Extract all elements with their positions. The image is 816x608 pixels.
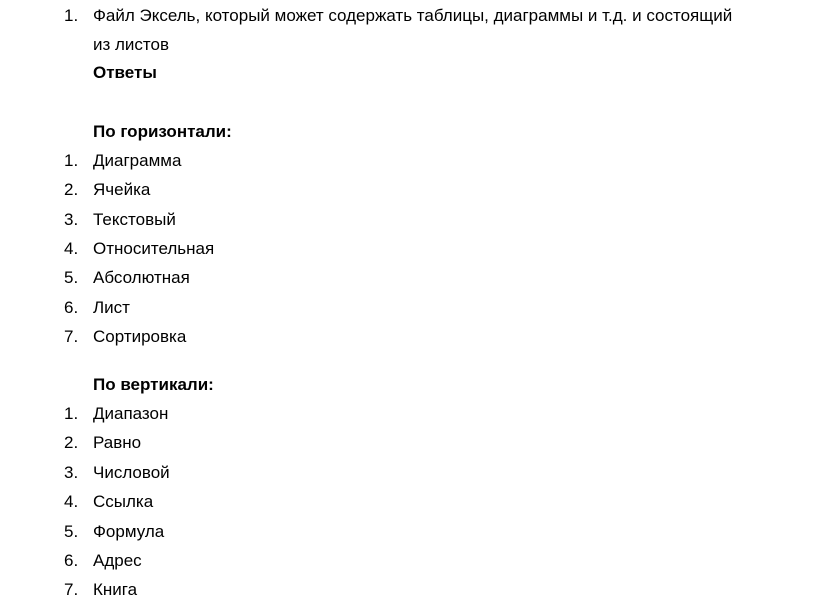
list-item-number: 4. [64,239,79,258]
list-item-number: 5. [64,522,79,541]
list-item-text: Лист [93,298,130,317]
list-item-text: Сортировка [93,327,187,346]
vertical-heading: По вертикали: [93,375,214,394]
intro-number: 1. [64,6,79,25]
list-item-number: 5. [64,268,79,287]
list-item-number: 6. [64,298,79,317]
list-item [64,432,141,454]
intro-line-2: из листов [93,35,170,54]
list-item [64,209,176,231]
list-item-text: Равно [93,433,142,452]
list-item-number: 2. [64,180,79,199]
list-item [64,579,137,601]
list-item-number: 4. [64,492,79,511]
list-item-number: 3. [64,463,79,482]
list-item-number: 3. [64,210,79,229]
list-item [64,179,150,201]
answers-heading: Ответы [93,63,157,82]
list-item-number: 7. [64,580,79,599]
list-item-number: 1. [64,404,79,423]
list-item [64,267,190,289]
intro-line-1: Файл Эксель, который может содержать таблицы, диаграммы и т.д. и состоящий [93,6,733,25]
list-item-number: 1. [64,151,79,170]
list-item-text: Диапазон [93,404,169,423]
list-item-text: Относительная [93,239,215,258]
list-item-number: 7. [64,327,79,346]
list-item [64,550,142,572]
intro-item [64,5,732,27]
list-item-text: Адрес [93,551,142,570]
list-item-text: Текстовый [93,210,176,229]
list-item [64,326,186,348]
list-item-text: Абсолютная [93,268,190,287]
list-item [64,150,181,172]
list-item [64,462,170,484]
list-item-number: 6. [64,551,79,570]
list-item-text: Ячейка [93,180,151,199]
horizontal-heading: По горизонтали: [93,122,232,141]
list-item [64,491,153,513]
list-item [64,521,164,543]
list-item-text: Диаграмма [93,151,182,170]
list-item [64,403,168,425]
list-item-number: 2. [64,433,79,452]
list-item-text: Формула [93,522,165,541]
list-item-text: Числовой [93,463,170,482]
list-item-text: Книга [93,580,138,599]
list-item [64,297,130,319]
list-item [64,238,214,260]
list-item-text: Ссылка [93,492,154,511]
